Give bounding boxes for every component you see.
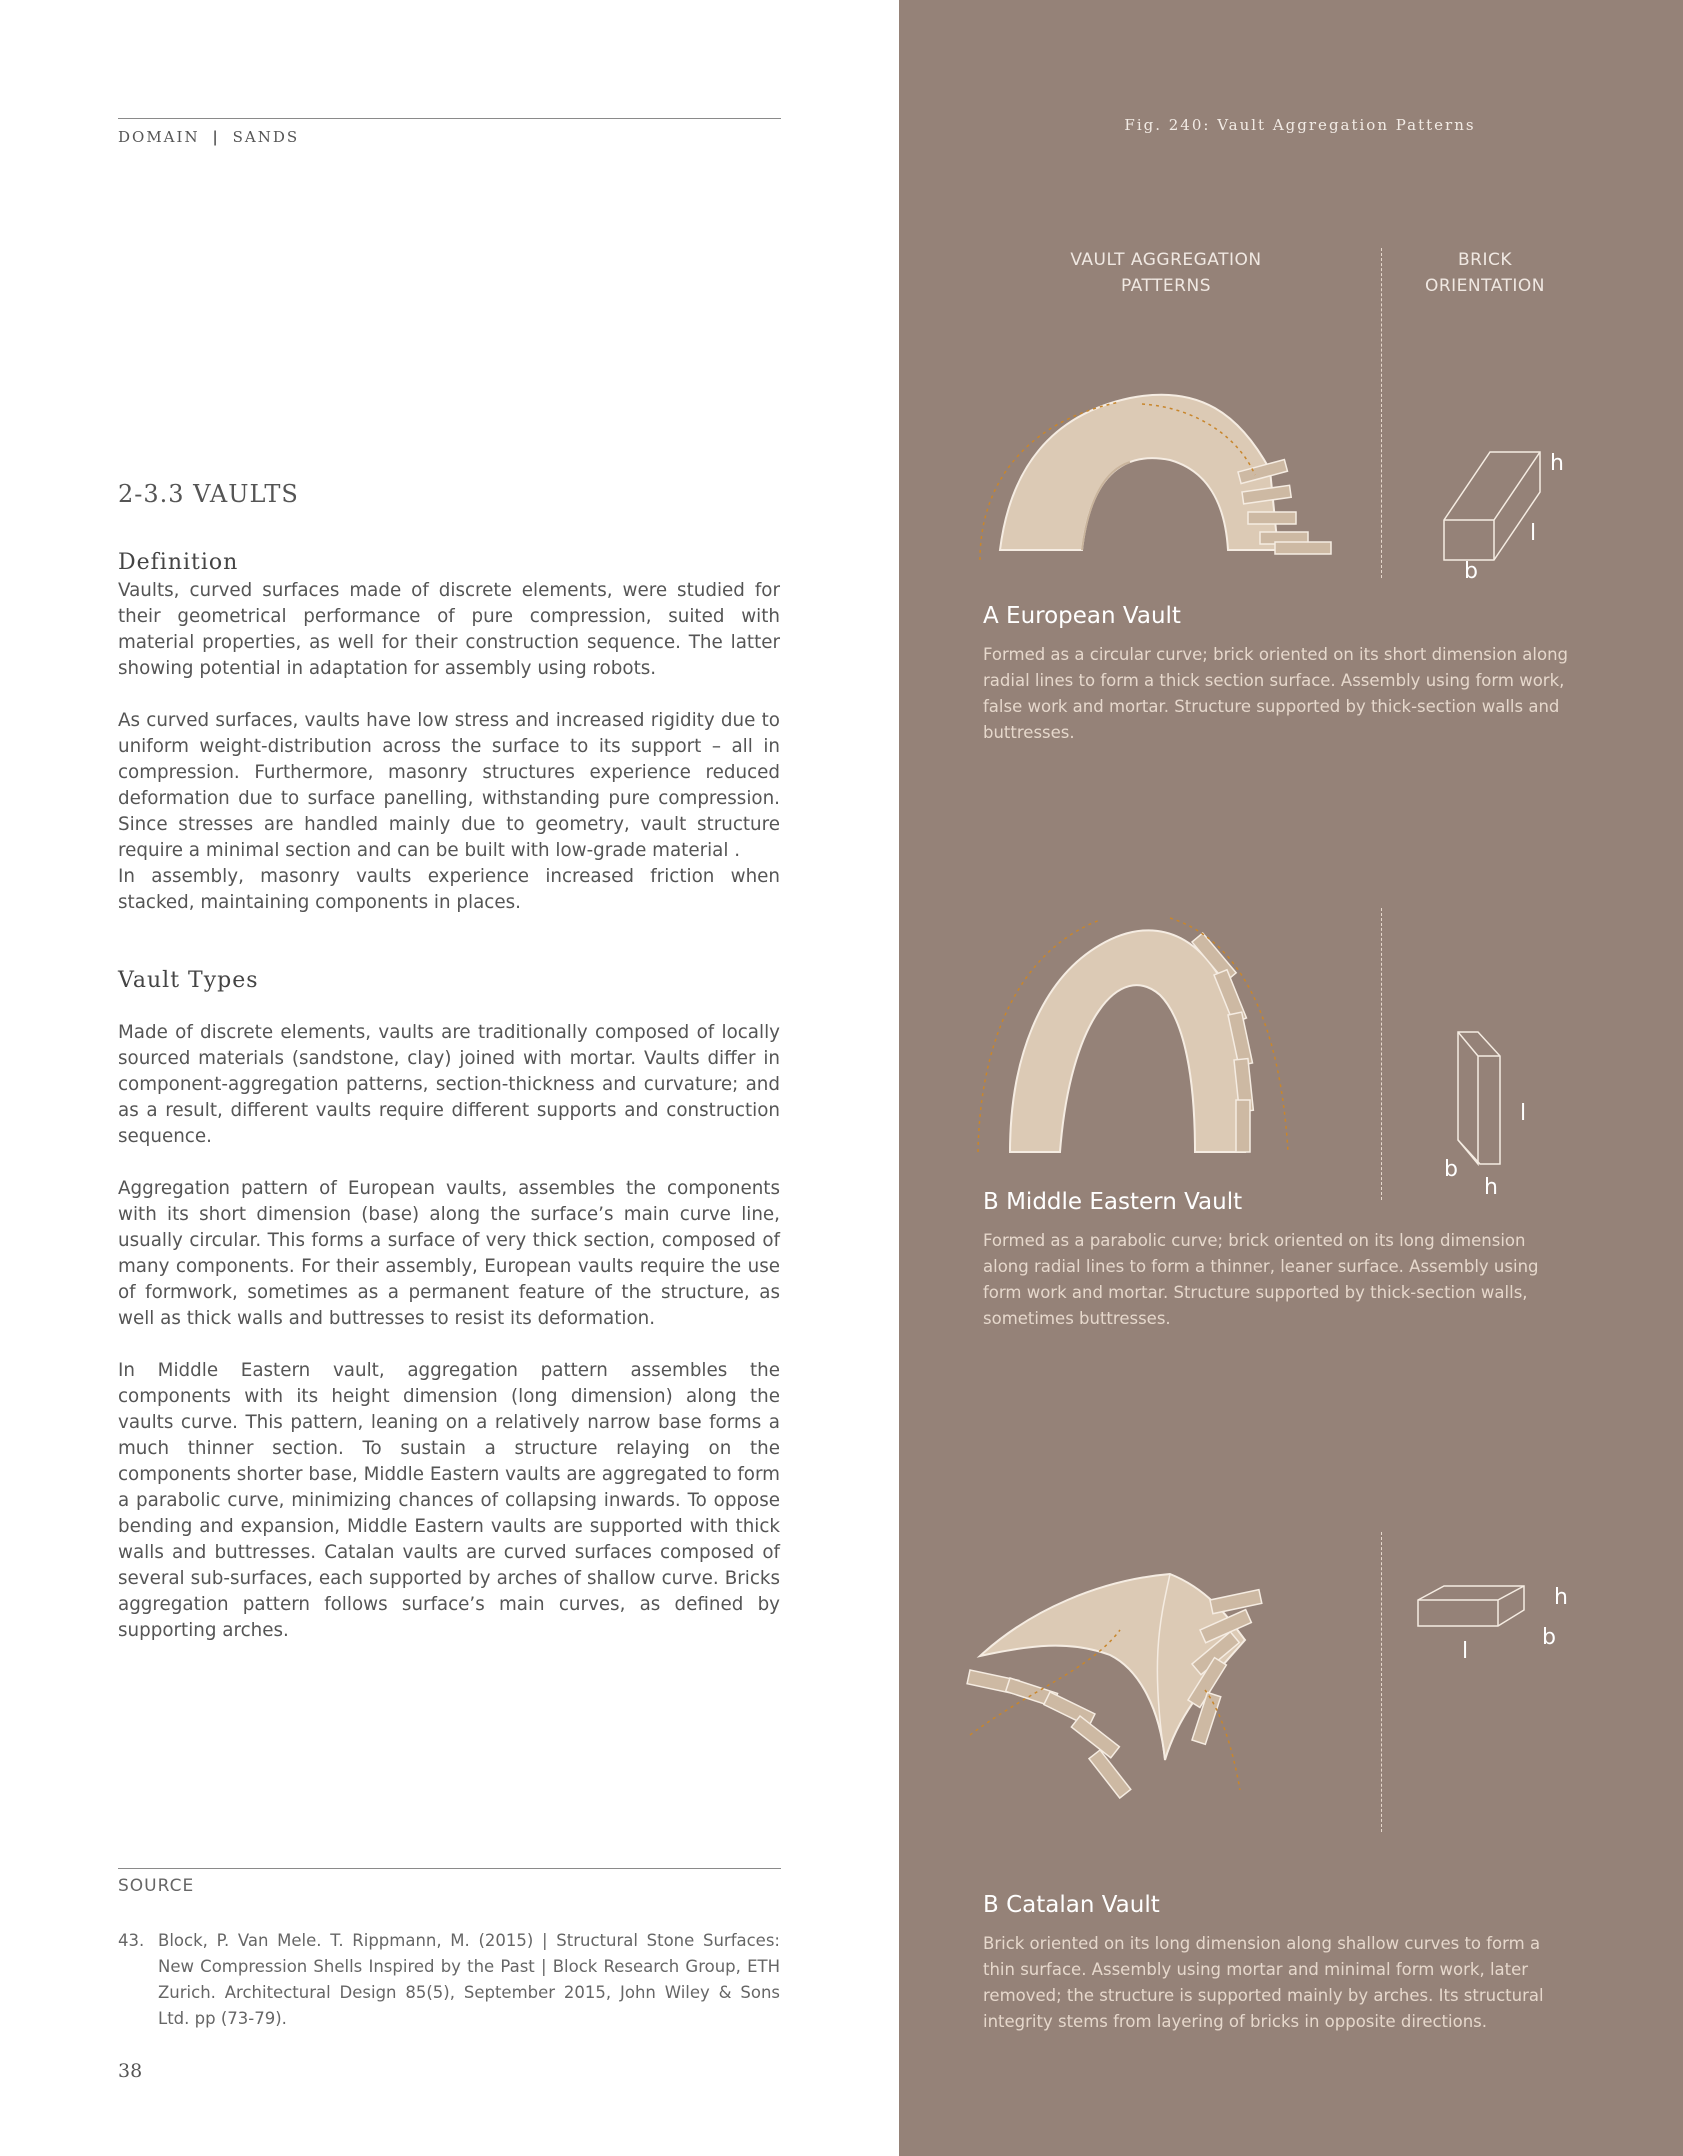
running-header [118,128,299,146]
divider-line-1 [1381,248,1382,578]
column-heading-orientation-line-1: BRICK [1457,250,1512,270]
european-vault-title: A European Vault [983,603,1181,629]
header-rule [118,118,781,119]
vault-types-paragraph-3: In Middle Eastern vault, aggregation pattern assembles the components with its height dimension (long dimension) along the vaults curve. This pattern, leaning on a relatively narrow base forms a much thinner section. To sustain a structure relaying on the components shorter base, Middle Eastern vaults are aggregated to form a parabolic curve, minimizing chances of collapsing inwards. To oppose bending and expansion, Middle Eastern vaults are supported with thick walls and buttresses. Catalan vaults are curved surfaces composed of several sub-surfaces, each supported by arches of shallow curve. Bricks aggregation pattern follows surface’s main curves, as defined by supporting arches. [118,1360,780,1641]
middle-eastern-vault-diagram [970,900,1340,1160]
vault-types-paragraph-1: Made of discrete elements, vaults are traditionally composed of locally sourced materials (sandstone, clay) joined with mortar. Vaults differ in component-aggregation patterns, section-thickness and curvature; and as a result, different vaults require different supports and construction sequence. [118,1022,780,1147]
definition-heading: Definition [118,550,239,575]
column-heading-orientation-line-2: ORIENTATION [1424,276,1546,296]
column-heading-aggregation [1046,247,1286,299]
catalan-label-l: l [1462,1639,1469,1664]
reference-text: Block, P. Van Mele. T. Rippmann, M. (2015) | Structural Stone Surfaces: New Compression Shells Inspired by the Past | Block Research Group, ETH Zurich. Architectural Design 85(5), September 2015, John Wiley & Sons Ltd. pp (73-79). [158,1931,780,2028]
section-title: 2-3.3 VAULTS [118,480,299,508]
vault-types-paragraph-2: Aggregation pattern of European vaults, assembles the components with its short dimension (base) along the surface’s main curve line, usually circular. This forms a surface of very thick section, composed of many components. For their assembly, European vaults require the use of formwork, sometimes as a permanent feature of the structure, as well as thick walls and buttresses to resist its deformation. [118,1178,780,1329]
column-heading-aggregation-line-1: VAULT AGGREGATION [1070,250,1262,270]
definition-paragraph-3: In assembly, masonry vaults experience increased friction when stacked, maintaining components in places. [118,866,780,913]
european-vault-shell [1000,395,1278,550]
catalan-vault-diagram [960,1560,1340,1850]
middle-eastern-label-l: l [1520,1101,1527,1126]
european-label-b: b [1464,559,1478,584]
column-heading-orientation [1395,247,1575,299]
definition-paragraph-1: Vaults, curved surfaces made of discrete elements, were studied for their geometrical performance of pure compression, suited with material properties, as well for their construction sequence. The latter showing potential in adaptation for assembly using robots. [118,580,780,679]
european-brick-edges [1444,452,1540,560]
middle-eastern-vault-description: Formed as a parabolic curve; brick oriented on its long dimension along radial lines to form a thinner, leaner surface. Assembly using form work and mortar. Structure supported by thick-section walls, sometimes buttresses. [983,1231,1539,1328]
catalan-label-b: b [1542,1625,1556,1650]
middle-eastern-brick-orientation [1420,1020,1620,1210]
figure-caption: Fig. 240: Vault Aggregation Patterns [1124,116,1476,134]
european-label-h: h [1550,451,1564,476]
page-number: 38 [118,2060,143,2082]
reference-43 [118,1928,780,2032]
catalan-vault-bricks-left [967,1670,1131,1798]
catalan-brick-orientation [1410,1570,1610,1690]
source-label: SOURCE [118,1876,195,1896]
european-brick-orientation [1430,440,1630,590]
middle-eastern-brick-outline [1458,1032,1500,1164]
european-brick-outline [1444,452,1540,560]
definition-paragraph-2: As curved surfaces, vaults have low stress and increased rigidity due to uniform weight-distribution across the surface to its support – all in compression. Furthermore, masonry structures experience reduced deformation due to surface panelling, withstanding pure compression. Since stresses are handled mainly due to geometry, vault structure require a minimal section and can be built with low-grade material . [118,710,780,861]
catalan-vault-title: B Catalan Vault [983,1892,1160,1918]
middle-eastern-label-b: b [1444,1157,1458,1182]
column-heading-aggregation-line-2: PATTERNS [1120,276,1211,296]
divider-line-2 [1381,908,1382,1200]
middle-eastern-brick-edges [1458,1032,1500,1164]
middle-eastern-vault-title: B Middle Eastern Vault [983,1189,1243,1215]
middle-eastern-label-h: h [1484,1175,1498,1200]
catalan-label-h: h [1554,1585,1568,1610]
catalan-brick-outline [1418,1586,1524,1626]
header-separator: | [212,128,220,146]
header-subject: SANDS [232,128,300,146]
header-domain: DOMAIN [118,128,200,146]
european-vault-description: Formed as a circular curve; brick oriented on its short dimension along radial lines to form a thick section surface. Assembly using form work, false work and mortar. Structure supported by thick-section walls and buttresses. [983,645,1569,742]
reference-number: 43. [118,1931,145,1950]
source-rule [118,1868,781,1869]
european-vault-diagram [970,360,1340,580]
divider-line-3 [1381,1532,1382,1832]
vault-types-heading: Vault Types [118,968,259,993]
european-label-l: l [1530,521,1537,546]
catalan-vault-description: Brick oriented on its long dimension along shallow curves to form a thin surface. Assembly using mortar and minimal form work, later removed; the structure is supported mainly by arches. Its structural integrity stems from layering of bricks in opposite directions. [983,1934,1544,2031]
